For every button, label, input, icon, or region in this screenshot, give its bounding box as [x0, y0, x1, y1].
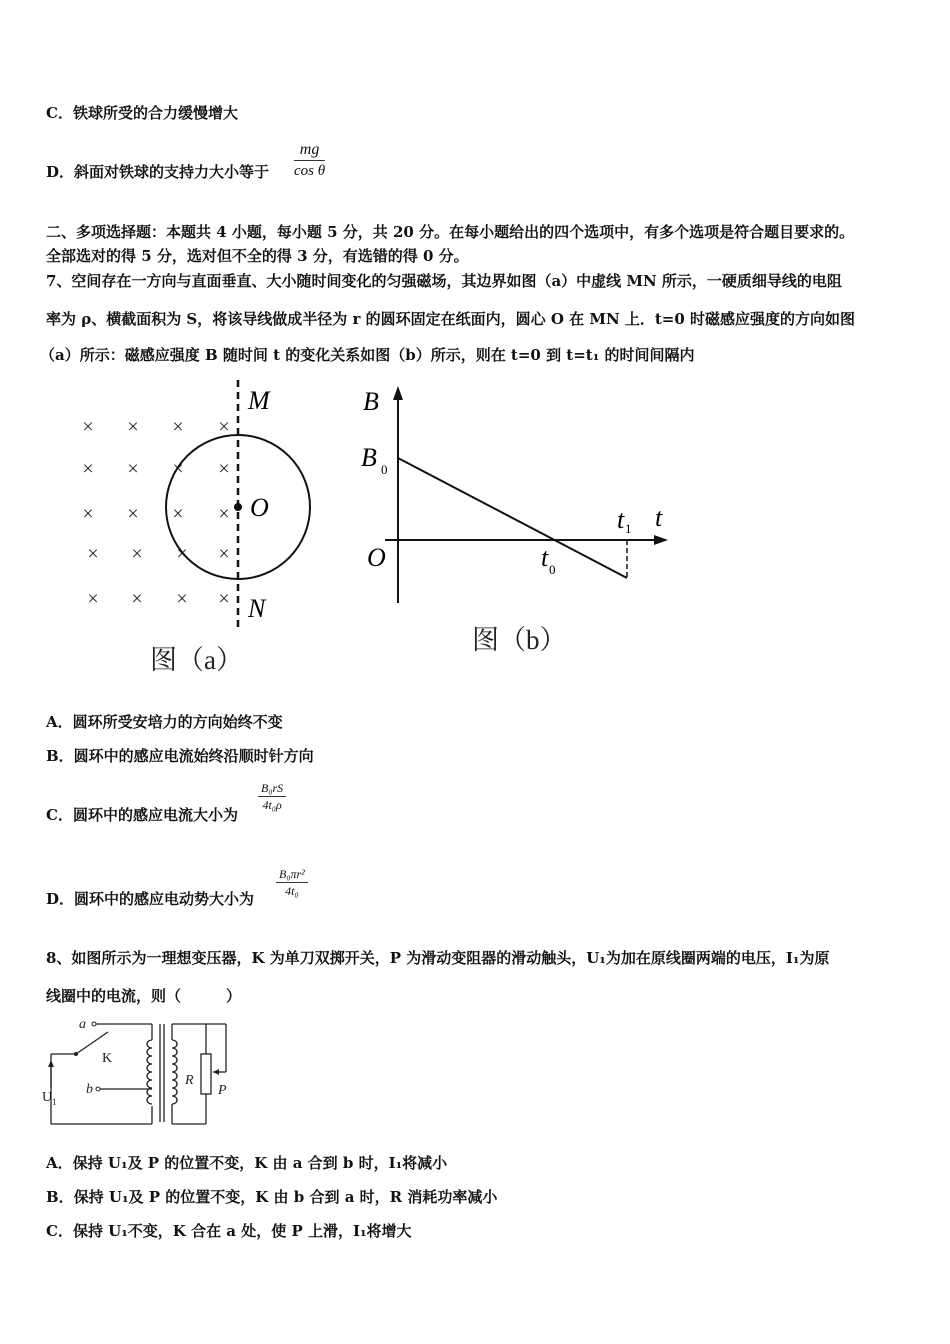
label-b: b — [86, 1082, 93, 1097]
center-point — [234, 503, 242, 511]
q8-option-b: B．保持 U₁及 P 的位置不变，K 由 b 合到 a 时，R 消耗功率减小 — [46, 1188, 498, 1206]
secondary-coil — [172, 1040, 177, 1104]
figure-a-caption: 图（a） — [150, 645, 243, 675]
label-origin: O — [367, 543, 386, 572]
q8-option-c: C．保持 U₁不变，K 合在 a 处，使 P 上滑，I₁将增大 — [46, 1222, 412, 1240]
section2-heading-line1: 二、多项选择题：本题共 4 小题，每小题 5 分，共 20 分。在每小题给出的四个选项中，有多个选项是符合题目要求的。 — [46, 223, 855, 241]
label-t0-sub: 0 — [549, 562, 556, 577]
cross-mark: × — [172, 458, 184, 480]
cross-mark: × — [176, 588, 188, 610]
cross-mark: × — [218, 416, 230, 438]
label-k: K — [102, 1051, 113, 1066]
label-n: N — [248, 594, 266, 623]
label-r: R — [185, 1073, 194, 1088]
voltage-arrowhead — [48, 1060, 54, 1067]
resistor — [201, 1054, 211, 1094]
cross-mark: × — [127, 503, 139, 525]
fraction-numerator: mg — [294, 140, 325, 161]
cross-mark: × — [218, 543, 230, 565]
figure-b-caption: 图（b） — [472, 625, 567, 655]
cross-mark: × — [87, 543, 99, 565]
q7-option-d: D．圆环中的感应电动势大小为 — [46, 890, 255, 908]
fraction-denominator: 4t₀ρ — [262, 798, 282, 812]
t-axis-arrow — [654, 535, 668, 545]
slider-arrowhead — [213, 1069, 219, 1075]
label-t1: t — [617, 505, 625, 534]
q8-stem-line2: 线圈中的电流，则（ ） — [46, 987, 242, 1005]
label-m: M — [248, 386, 270, 415]
label-b0: B — [361, 443, 377, 472]
switch-pivot — [74, 1052, 78, 1056]
q7-figure-a — [60, 375, 350, 685]
terminal-a — [92, 1022, 96, 1026]
q7-option-c: C．圆环中的感应电流大小为 — [46, 806, 238, 824]
cross-mark: × — [218, 588, 230, 610]
q7-stem-line1: 7、空间存在一方向与直面垂直、大小随时间变化的匀强磁场，其边界如图（a）中虚线 MN 所示，一硬质细导线的电阻 — [46, 272, 842, 290]
label-o: O — [250, 493, 269, 522]
fraction-numerator: B₀πr² — [276, 866, 308, 883]
section2-heading-line2: 全部选对的得 5 分，选对但不全的得 3 分，有选错的得 0 分。 — [46, 247, 469, 265]
q7-figure-b — [355, 378, 685, 668]
label-t: t — [655, 503, 663, 532]
q6-option-c: C．铁球所受的合力缓慢增大 — [46, 104, 238, 122]
q7-option-b: B．圆环中的感应电流始终沿顺时针方向 — [46, 747, 314, 765]
cross-mark: × — [218, 458, 230, 480]
cross-mark: × — [82, 416, 94, 438]
q8-stem-line1: 8、如图所示为一理想变压器，K 为单刀双掷开关，P 为滑动变阻器的滑动触头，U₁为加在原线圈两端的电压，I₁为原 — [46, 949, 830, 967]
q7-option-d-fraction — [276, 866, 308, 899]
label-p: P — [218, 1083, 227, 1098]
q6-option-d-fraction — [294, 140, 325, 181]
magnetic-field-crosses — [82, 416, 229, 610]
q7-stem-line2: 率为 ρ、横截面积为 S，将该导线做成半径为 r 的圆环固定在纸面内，圆心 O 在 MN 上．t=0 时磁感应强度的方向如图 — [46, 310, 856, 328]
b-axis-arrow — [393, 386, 403, 400]
cross-mark: × — [172, 416, 184, 438]
q6-option-d: D．斜面对铁球的支持力大小等于 — [46, 163, 270, 181]
q8-circuit-diagram — [40, 1012, 240, 1132]
cross-mark: × — [127, 458, 139, 480]
cross-mark: × — [87, 588, 99, 610]
q7-option-c-fraction — [258, 780, 286, 813]
q7-stem-line3: （a）所示：磁感应强度 B 随时间 t 的变化关系如图（b）所示，则在 t=0 到 t=t₁ 的时间间隔内 — [40, 346, 695, 364]
label-u1: U — [42, 1090, 53, 1105]
fraction-denominator: cos θ — [294, 163, 326, 179]
q8-option-a: A．保持 U₁及 P 的位置不变，K 由 a 合到 b 时，I₁将减小 — [46, 1154, 448, 1172]
label-u1-sub: 1 — [52, 1097, 57, 1107]
cross-mark: × — [176, 543, 188, 565]
fraction-numerator: B₀rS — [258, 780, 286, 797]
cross-mark: × — [82, 458, 94, 480]
fraction-denominator: 4t₀ — [285, 884, 299, 898]
cross-mark: × — [127, 416, 139, 438]
terminal-b — [96, 1087, 100, 1091]
label-a: a — [79, 1017, 86, 1032]
cross-mark: × — [131, 543, 143, 565]
q7-option-a: A．圆环所受安培力的方向始终不变 — [46, 713, 283, 731]
cross-mark: × — [218, 503, 230, 525]
label-t1-sub: 1 — [625, 521, 632, 536]
label-b0-sub: 0 — [381, 462, 388, 477]
label-t0: t — [541, 543, 549, 572]
b-vs-t-line — [398, 458, 627, 578]
label-b: B — [363, 387, 379, 416]
cross-mark: × — [82, 503, 94, 525]
primary-coil — [147, 1040, 152, 1104]
cross-mark: × — [131, 588, 143, 610]
cross-mark: × — [172, 503, 184, 525]
